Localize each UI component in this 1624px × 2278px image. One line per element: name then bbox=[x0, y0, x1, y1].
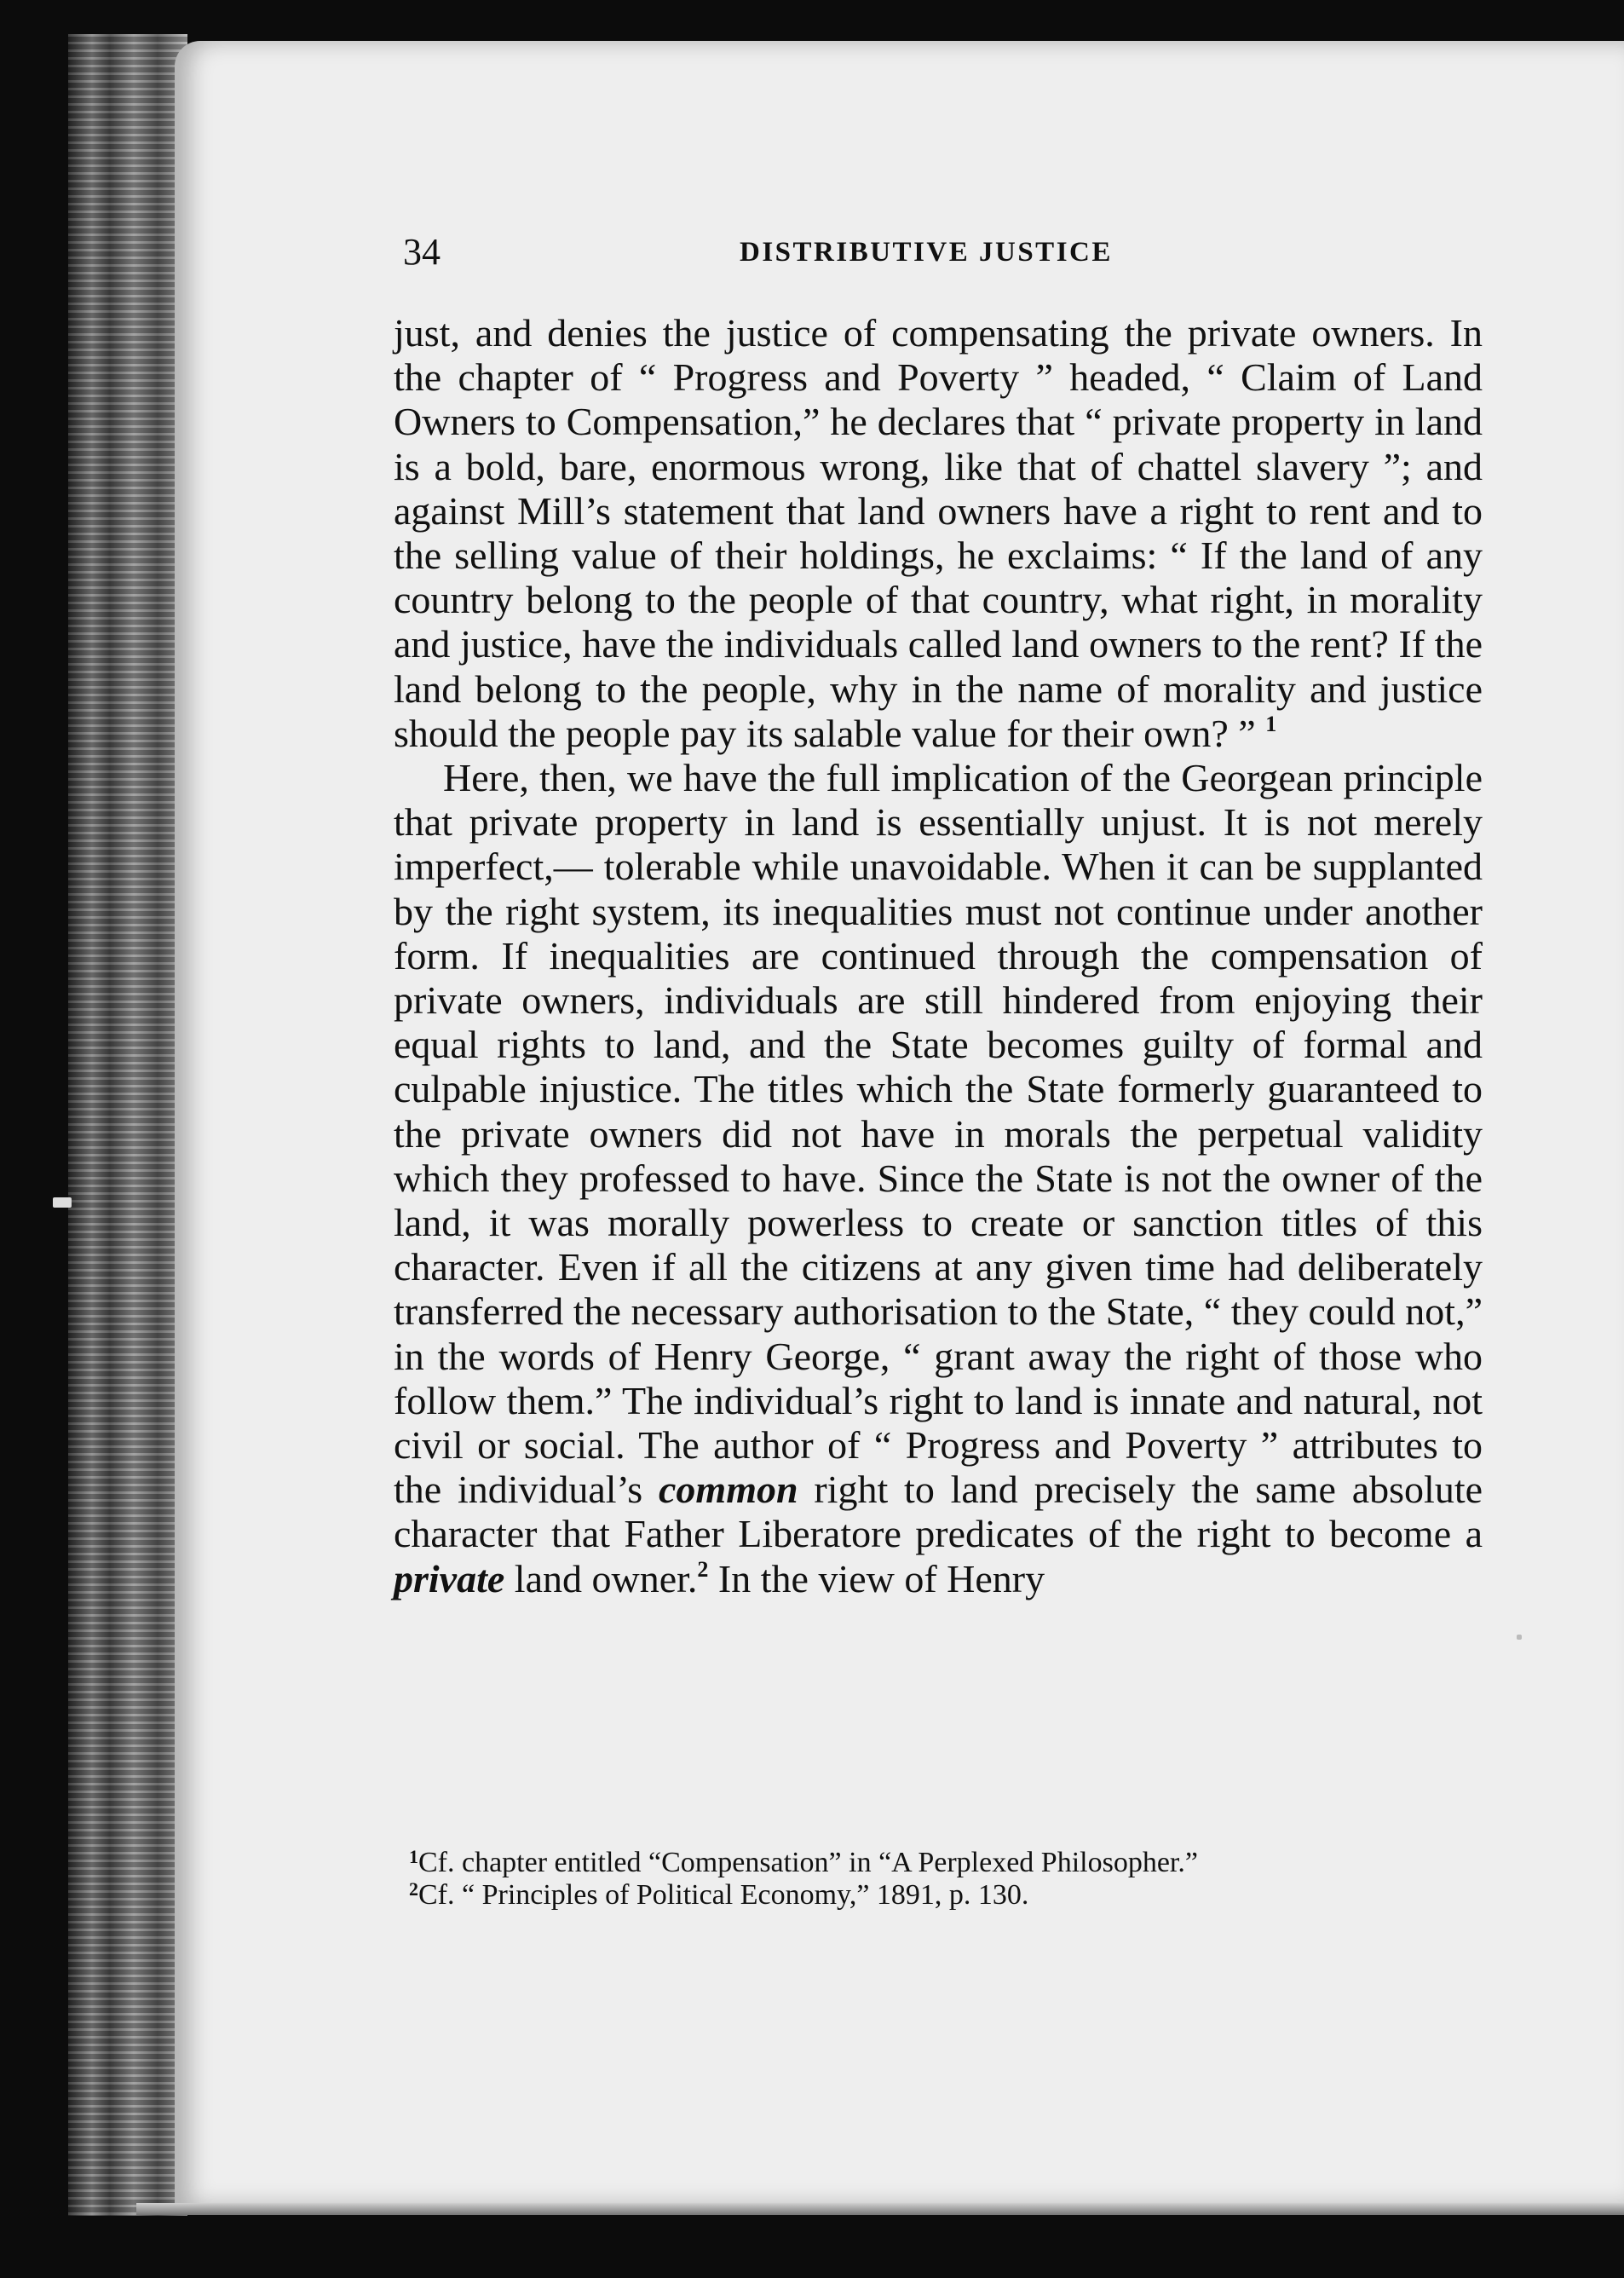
footnote-text: Cf. “ Principles of Political Economy,” 1891, p. 130. bbox=[418, 1879, 1029, 1911]
paragraph-text: right to land precisely the same absolute character that Father Liberatore predicates of the right to become a bbox=[394, 1468, 1483, 1556]
footnote bbox=[394, 1879, 1483, 1912]
footnote bbox=[394, 1847, 1483, 1879]
emphasis-text: private bbox=[394, 1556, 505, 1600]
paragraph bbox=[394, 311, 1483, 756]
page-number: 34 bbox=[403, 231, 441, 273]
footnotes bbox=[394, 1847, 1483, 1912]
book-spine bbox=[68, 34, 187, 2216]
scan-speck bbox=[1517, 1635, 1522, 1640]
running-header bbox=[403, 228, 1485, 280]
paragraph-text: In the view of Henry bbox=[717, 1556, 1045, 1600]
paragraph-text: Here, then, we have the full implication of the Georgean principle that private property in land is essentially unjust. It is not merely imperfect,— tolerable while unavoidable. When it can be supplanted by the right system, its inequalities must not continue under another form. If inequalities are continued through the compensation of private owners, individuals are still hindered from enjoying their equal rights to land, and the State becomes guilty of formal and culpable injustice. The titles which the State formerly guaranteed to the private owners did not have in morals the perpetual validity which they professed to have. Since the State is not the owner of the land, it was morally powerless to create or sanction titles of this character. Even if all the citizens at any given time had deliberately transferred the necessary authorisation to the State, “ they could not,” in the words of Henry George, “ grant away the right of those who follow them.” The individual’s right to land is innate and natural, not civil or social. The author of “ Progress and Poverty ” attributes to the individual’s bbox=[394, 756, 1483, 1512]
paragraph bbox=[394, 756, 1483, 1601]
footnote-reference: 2 bbox=[697, 1556, 709, 1582]
paragraph-text: just, and denies the justice of compensating the private owners. In the chapter of “ Progress and Poverty ” headed, “ Claim of Land Owners to Compensation,” he declares that “ private property in land is a bold, bare, enormous wrong, like that of chattel slavery ”; and against Mill’s statement that land owners have a right to rent and to the selling value of their holdings, he exclaims: “ If the land of any country belong to the people of that country, what right, in morality and justice, have the individuals called land owners to the rent? If the land belong to the people, why in the name of morality and justice should the people pay its salable value for their own? ” bbox=[394, 311, 1483, 755]
body-text bbox=[394, 311, 1483, 1601]
emphasis-text: common bbox=[659, 1468, 798, 1512]
page-bottom-edge bbox=[136, 2203, 1624, 2215]
footnote-mark: 1 bbox=[409, 1846, 418, 1867]
footnote-reference: 1 bbox=[1265, 711, 1277, 736]
paragraph-text: land owner. bbox=[514, 1556, 698, 1600]
running-title: DISTRIBUTIVE JUSTICE bbox=[740, 237, 1113, 268]
scan-speck bbox=[53, 1197, 72, 1208]
footnote-text: Cf. chapter entitled “Compensation” in “A Perplexed Philosopher.” bbox=[418, 1847, 1198, 1878]
footnote-mark: 2 bbox=[409, 1878, 418, 1900]
